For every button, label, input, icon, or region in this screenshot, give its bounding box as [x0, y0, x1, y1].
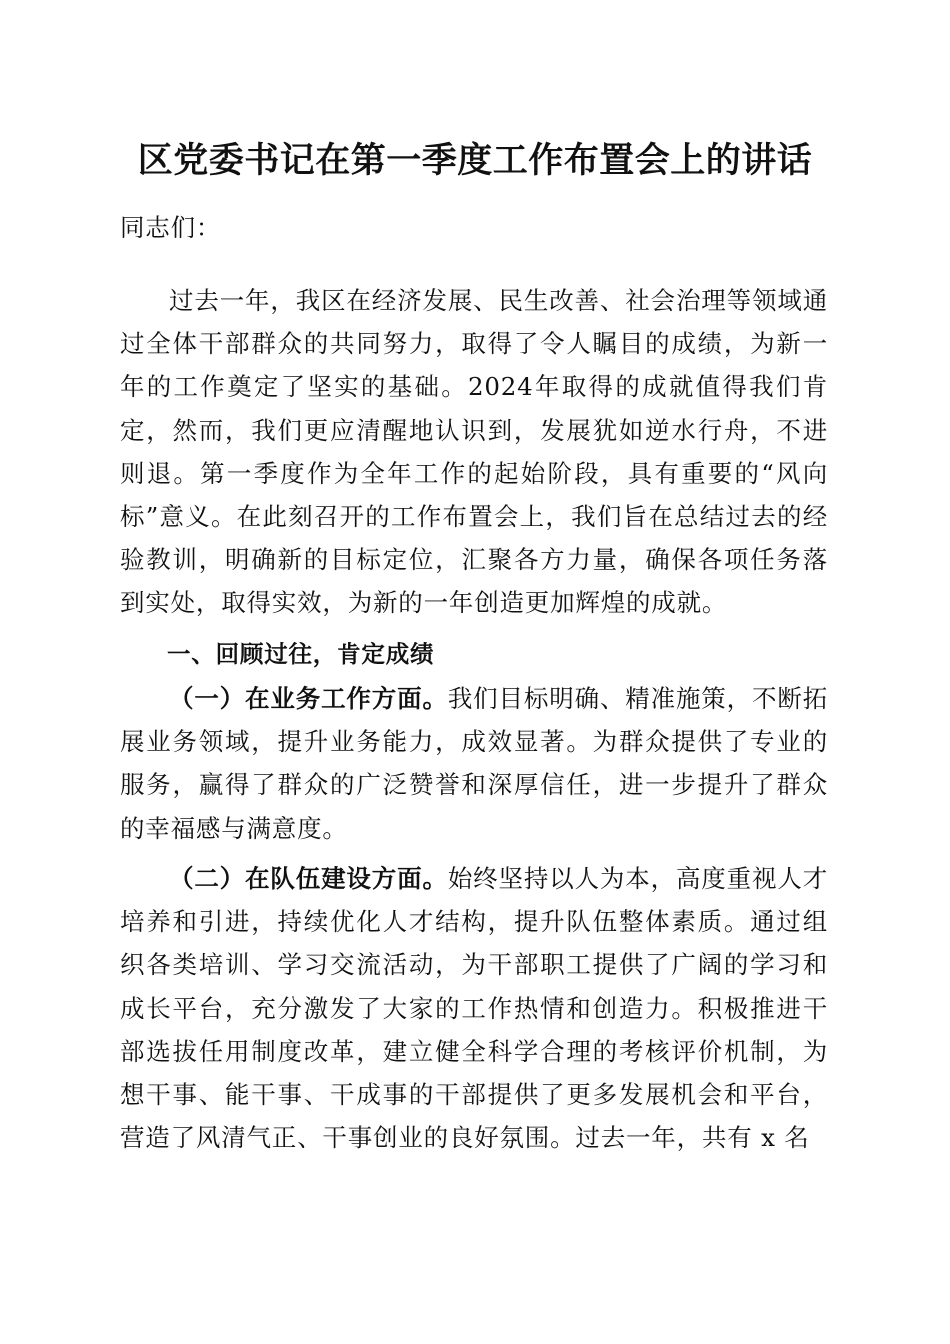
subsection-paragraph-1	[120, 677, 828, 850]
salutation: 同志们：	[120, 213, 222, 242]
subsection-paragraph-2	[120, 857, 828, 1159]
document-title: 区党委书记在第一季度工作布置会上的讲话	[137, 140, 813, 181]
subsection-lead-2: （二）在队伍建设方面。	[169, 864, 448, 893]
subsection-lead-1: （一）在业务工作方面。	[169, 684, 448, 713]
subsection-text-1: 我们目标明确、精准施策，不断拓展业务领域，提升业务能力，成效显著。为群众提供了专业的服务，赢得了群众的广泛赞誉和深厚信任，进一步提升了群众的幸福感与满意度。	[120, 684, 828, 843]
intro-paragraph: 过去一年，我区在经济发展、民生改善、社会治理等领域通过全体干部群众的共同努力，取得了令人瞩目的成绩，为新一年的工作奠定了坚实的基础。2024年取得的成就值得我们肯定，然而，我们更应清醒地认识到，发展犹如逆水行舟，不进则退。第一季度作为全年工作的起始阶段，具有重要的“风向标”意义。在此刻召开的工作布置会上，我们旨在总结过去的经验教训，明确新的目标定位，汇聚各方力量，确保各项任务落到实处，取得实效，为新的一年创造更加辉煌的成就。	[120, 286, 829, 618]
section-heading: 一、回顾过往，肯定成绩	[167, 640, 435, 668]
subsection-text-2: 始终坚持以人为本，高度重视人才培养和引进，持续优化人才结构，提升队伍整体素质。通过组织各类培训、学习交流活动，为干部职工提供了广阔的学习和成长平台，充分激发了大家的工作热情和创造力。积极推进干部选拔任用制度改革，建立健全科学合理的考核评价机制，为想干事、能干事、干成事的干部提供了更多发展机会和平台，营造了风清气正、干事创业的良好氛围。过去一年，共有 x 名	[120, 864, 828, 1153]
